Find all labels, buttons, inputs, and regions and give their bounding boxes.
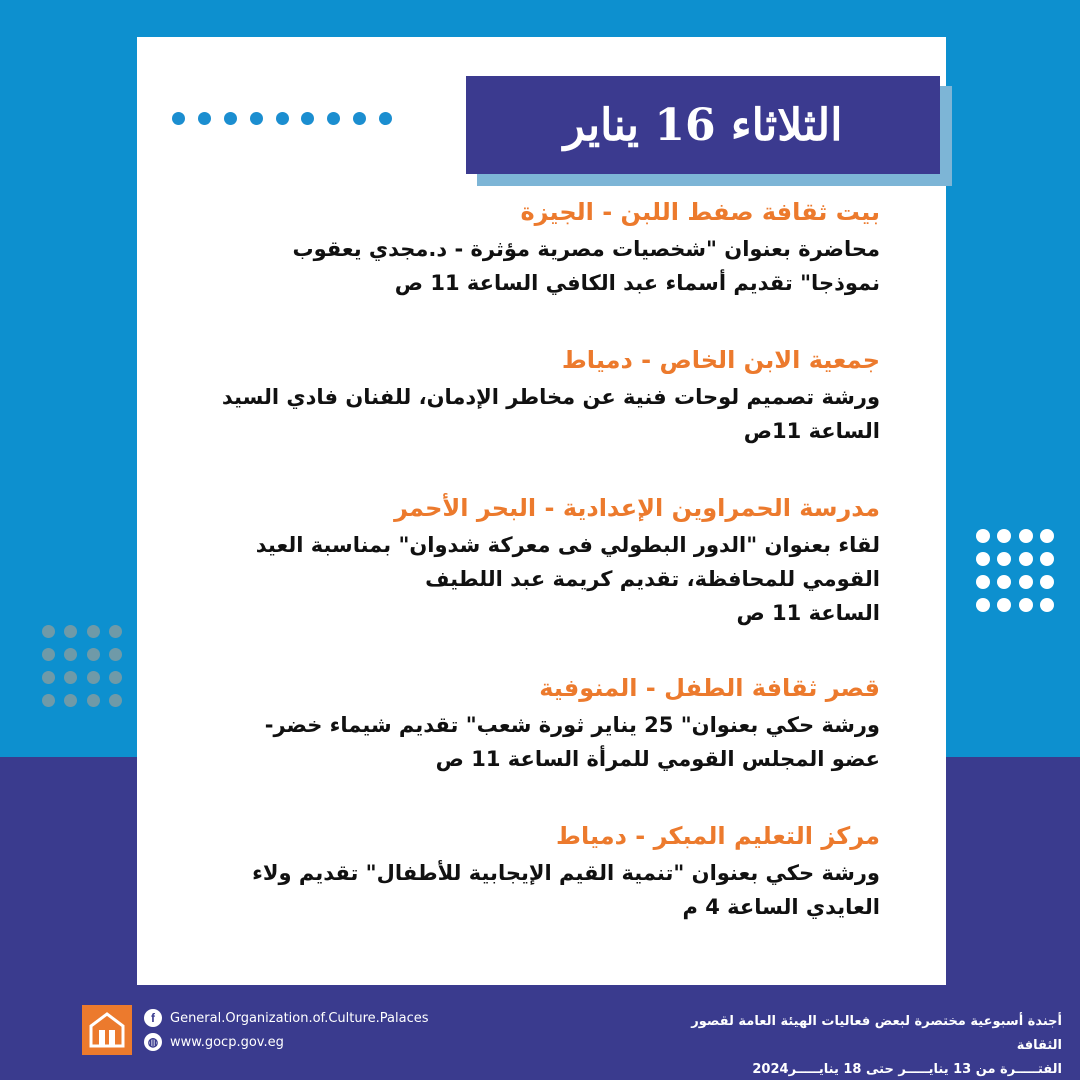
event-description: [230, 232, 880, 300]
event-line: الساعة 11ص: [743, 419, 880, 443]
event-line: ورشة حكي بعنوان "تنمية القيم الإيجابية للأطفال" تقديم ولاء: [252, 861, 880, 885]
event-item: [221, 340, 880, 448]
website-link[interactable]: [144, 1033, 429, 1051]
event-line: ورشة تصميم لوحات فنية عن مخاطر الإدمان، للفنان فادي السيد: [221, 385, 880, 409]
footer-agenda-info: [642, 1010, 1062, 1080]
event-line: العايدي الساعة 4 م: [682, 895, 880, 919]
date-banner: [466, 76, 940, 174]
decorative-dots-left: [37, 620, 127, 712]
organization-logo: [82, 1005, 132, 1055]
website-url: www.gocp.gov.eg: [170, 1034, 284, 1050]
facebook-icon: f: [144, 1009, 162, 1027]
facebook-handle: General.Organization.of.Culture.Palaces: [170, 1010, 429, 1026]
footer-period-line: الفتـــــرة من 13 ينايـــــر حتى 18 ينايـــــر2024: [752, 1062, 1062, 1077]
event-item: [230, 668, 880, 776]
palace-logo-icon: [87, 1010, 127, 1050]
event-line: محاضرة بعنوان "شخصيات مصرية مؤثرة - د.مجدي يعقوب: [292, 237, 880, 261]
decorative-dots-top: [172, 110, 392, 126]
decorative-dots-right: [972, 524, 1058, 616]
event-title: جمعية الابن الخاص - دمياط: [561, 346, 880, 374]
event-item: [230, 192, 880, 300]
globe-icon: ◍: [144, 1033, 162, 1051]
page-title: الثلاثاء 16 يناير: [563, 99, 843, 151]
event-line: القومي للمحافظة، تقديم كريمة عبد اللطيف: [425, 567, 880, 591]
footer-contact: [82, 1000, 429, 1060]
facebook-link[interactable]: [144, 1009, 429, 1027]
event-line: نموذجا" تقديم أسماء عبد الكافي الساعة 11 ص: [394, 271, 880, 295]
event-item: [230, 816, 880, 924]
social-links: [144, 1009, 429, 1051]
event-item: [230, 488, 880, 630]
event-description: [230, 708, 880, 776]
events-list: [221, 190, 880, 960]
event-title: قصر ثقافة الطفل - المنوفية: [539, 674, 880, 702]
event-title: مركز التعليم المبكر - دمياط: [556, 822, 880, 850]
event-line: ورشة حكي بعنوان" 25 يناير ثورة شعب" تقديم شيماء خضر-: [264, 713, 880, 737]
event-description: [230, 528, 880, 630]
event-description: [230, 856, 880, 924]
event-line: عضو المجلس القومي للمرأة الساعة 11 ص: [435, 747, 880, 771]
event-title: بيت ثقافة صفط اللبن - الجيزة: [520, 198, 880, 226]
event-line: الساعة 11 ص: [736, 601, 880, 625]
event-line: لقاء بعنوان "الدور البطولي فى معركة شدوان" بمناسبة العيد: [255, 533, 880, 557]
footer-agenda-line: أجندة أسبوعية مختصرة لبعض فعاليات الهيئة العامة لقصور الثقافة: [691, 1014, 1062, 1053]
event-description: [221, 380, 880, 448]
event-title: مدرسة الحمراوين الإعدادية - البحر الأحمر: [394, 494, 880, 522]
